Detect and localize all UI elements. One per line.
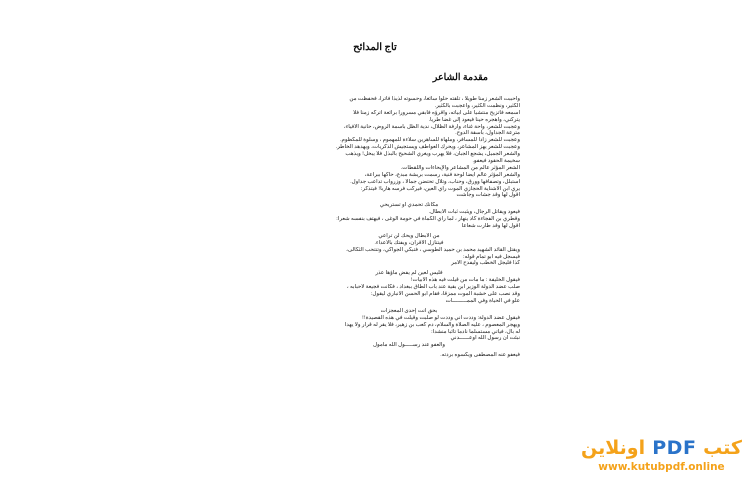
text-line: صلب عضد الدولة الوزير ابن بقية عند باب الطاق ببغداد ، فكانت فجيعة لأحبابه ،: [346, 284, 520, 291]
watermark-word-online: اونلاين: [581, 437, 646, 459]
document-body: [258, 96, 520, 359]
verse-line: مكانك تحمدي أو تستريحي: [379, 202, 439, 209]
text-line: مترعة الجداول، باسقة الدوح.: [455, 130, 520, 137]
text-line: أسمعه فاتزيح منتشيا على أبياته، وأقرؤه فأبقي مسروراً برائعة أتركه زمناً فلا: [353, 109, 520, 116]
verse-line: من الأبطال ويحك لن تراعي: [378, 232, 440, 239]
section-heading: مقدمة الشاعر: [432, 73, 488, 83]
text-line: أقول لها وقد جشأت وجاشت: [456, 192, 520, 199]
text-line: وقطري بن الفجاءة كاد ينهار ، لما رأي الكماة في حومة الوغى ، فيهتف بنفسه شعراً:: [336, 216, 520, 223]
text-line: استبلل، وتصفافها وورق، وحناب، وتلال تحتضن جمالاً ، وزرواب تداعب جداول.: [350, 178, 520, 185]
text-line: كذا فليجل الخطب وليفدح الأمر: [451, 260, 520, 267]
text-line: الكثير، ونظمت الكثير، وأعجبت بالكثير.: [434, 102, 520, 109]
text-line: فيقول الخليفة : ما مات من قيلت فيه هذه الأبيات!: [410, 277, 520, 284]
watermark-url: www.kutubpdf.online: [598, 461, 725, 473]
text-line: نبئت أن رسول الله أوعــــــدني: [450, 335, 520, 342]
text-line: وعجبت للشعر يهز المشاعر، ويحرك العواطف ويستجيش الذكريات، ويهدهد الخاطر.: [335, 144, 520, 151]
site-watermark: [579, 436, 744, 474]
text-line: ويهجر المعصوم ، عليه الصلاة والسلام، دم كعب بن زهير، فلا يقر له قرار ولا يهدأ: [344, 321, 520, 328]
text-line: ويقتل القائد الشهيد محمد بن حميد الطوسي ، فتبكي الجواكي، وتنتحب الثكالى،: [346, 246, 520, 253]
book-title: تاج المدائح: [353, 42, 397, 53]
text-line: فيعفو عنه المصطفى ويكسوه بردته.: [440, 352, 520, 359]
text-line: وقد نصب على خشبة الموت ممزقاً، فقام أبو الحسن الأنباري ليقول:: [370, 291, 520, 298]
text-line: وعجبت للشعر، واحة غناء، وارفة الظلال، ندية الظل باسمة الروض، حانية الأفياء،: [343, 123, 520, 130]
watermark-word-pdf: PDF: [652, 437, 697, 459]
text-line: يتركني، وأهجره حيناً فيعود إلى غضاً طرياً.: [428, 116, 520, 123]
verse-line: والعفو عند رســـــول الله مأمول: [372, 342, 445, 349]
watermark-logo: [579, 436, 744, 460]
text-line: الشعر المؤثر عالم من المشاعر والإيحاءات واللقطات.: [400, 164, 520, 171]
verse-line: فيتنازل الأقران، ويفتك بالأعداء.: [374, 239, 444, 246]
verse-line: بحق أنت إحدى المعجزات: [380, 307, 438, 314]
text-line: وعجبت للشعر زاداً للمسافر، وملهاة للساهرين سلاءة للمهموم ، وسلوة للمكظوم.: [340, 137, 520, 144]
verse-line: فليس لعين لم يفض ماؤها عذر: [375, 270, 443, 277]
text-line: سخيمة الحقود فيعفو.: [472, 158, 520, 165]
watermark-word-books: كتب: [703, 437, 742, 459]
text-line: فيعود ويقاتل الرجال، ويثبت ثبات الأبطال.: [428, 209, 520, 216]
text-line: فيسجل فيه أبو تمام قوله:: [463, 253, 520, 260]
text-line: أقول لها وقد طارت شعاعاً: [461, 223, 520, 230]
text-line: يري ابن الأشناية الحجازي الموت رأي العين، فيركب فرسه هارباً! فيتذكر:: [360, 185, 520, 192]
text-line: والشعر الجميل، يشجع الجبان، فلا يهرب ويغري الشحيح بالبذل فلا يبخل! ويذهب: [345, 151, 520, 158]
text-line: والشعر المؤثر عالم أيضاً لوحة فنية، رسمت بريشة مبدع، حاكها ببراعة،: [364, 171, 520, 178]
text-line: وأحببت الشعر زمناً طويلاً ، تلقته حلواً سائغاً، وحسوته لذيذاً فاتراً، فحفظت من: [349, 96, 520, 102]
text-line: علو في الحياة وفي الممـــــــــات: [445, 297, 520, 304]
text-line: له بال، فيأتي مستسلماً نادماً تائباً منشداً:: [431, 328, 520, 335]
text-line: فيقول عضد الدولة: وددت أني وددت لو صلبت وقيلت في هذه القصيدة!!: [362, 314, 520, 321]
